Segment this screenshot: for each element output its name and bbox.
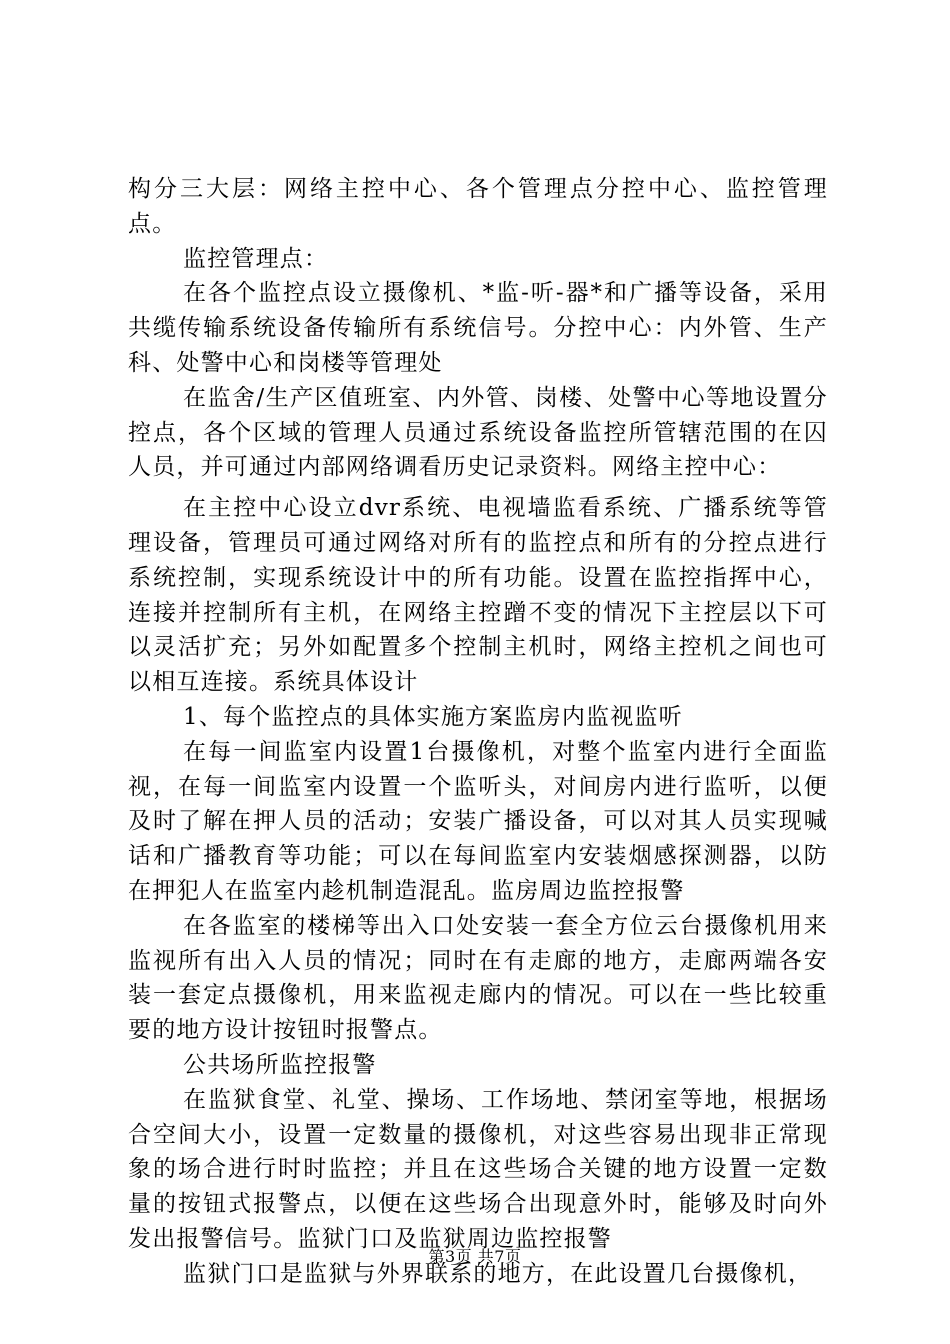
page-number-footer: 第3页 共7页	[428, 1247, 522, 1266]
paragraph-6: 1、每个监控点的具体实施方案监房内监视监听	[183, 703, 683, 730]
paragraph-4: 在监舍/生产区值班室、内外管、岗楼、处警中心等地设置分控点，各个区域的管理人员通过系统设备监控所管辖范围的在囚人员，并可通过内部网络调看历史记录资料。网络主控中心：	[128, 384, 828, 481]
paragraph-9: 公共场所监控报警	[183, 1051, 377, 1078]
paragraph-3: 在各个监控点设立摄像机、*监-听-器*和广播等设备，采用共缆传输系统设备传输所有系统信号。分控中心：内外管、生产科、处警中心和岗楼等管理处	[128, 280, 828, 376]
paragraph-8: 在各监室的楼梯等出入口处安装一套全方位云台摄像机用来监视所有出入人员的情况；同时在有走廊的地方，走廊两端各安装一套定点摄像机，用来监视走廊内的情况。可以在一些比较重要的地方设计按钮时报警点。	[128, 912, 828, 1044]
paragraph-7: 在每一间监室内设置1台摄像机，对整个监室内进行全面监视，在每一间监室内设置一个监听头，对间房内进行监听，以便及时了解在押人员的活动；安装广播设备，可以对其人员实现喊话和广播教育等功能；可以在每间监室内安装烟感探测器，以防在押犯人在监室内趁机制造混乱。监房周边监控报警	[128, 738, 828, 904]
paragraph-11: 监狱门口是监狱与外界联系的地方，在此设置几台摄像机，	[183, 1260, 813, 1287]
paragraph-1: 构分三大层：网络主控中心、各个管理点分控中心、监控管理点。	[128, 176, 828, 237]
document-body	[128, 172, 828, 1292]
paragraph-2: 监控管理点：	[183, 245, 329, 272]
paragraph-10: 在监狱食堂、礼堂、操场、工作场地、禁闭室等地，根据场合空间大小，设置一定数量的摄像机，对这些容易出现非正常现象的场合进行时时监控；并且在这些场合关键的地方设置一定数量的按钮式报警点，以便在这些场合出现意外时，能够及时向外发出报警信号。监狱门口及监狱周边监控报警	[128, 1086, 828, 1252]
paragraph-5: 在主控中心设立dvr系统、电视墙监看系统、广播系统等管理设备，管理员可通过网络对所有的监控点和所有的分控点进行系统控制，实现系统设计中的所有功能。设置在监控指挥中心，连接并控制所有主机，在网络主控蹭不变的情况下主控层以下可以灵活扩充；另外如配置多个控制主机时，网络主控机之间也可以相互连接。系统具体设计	[128, 495, 828, 696]
